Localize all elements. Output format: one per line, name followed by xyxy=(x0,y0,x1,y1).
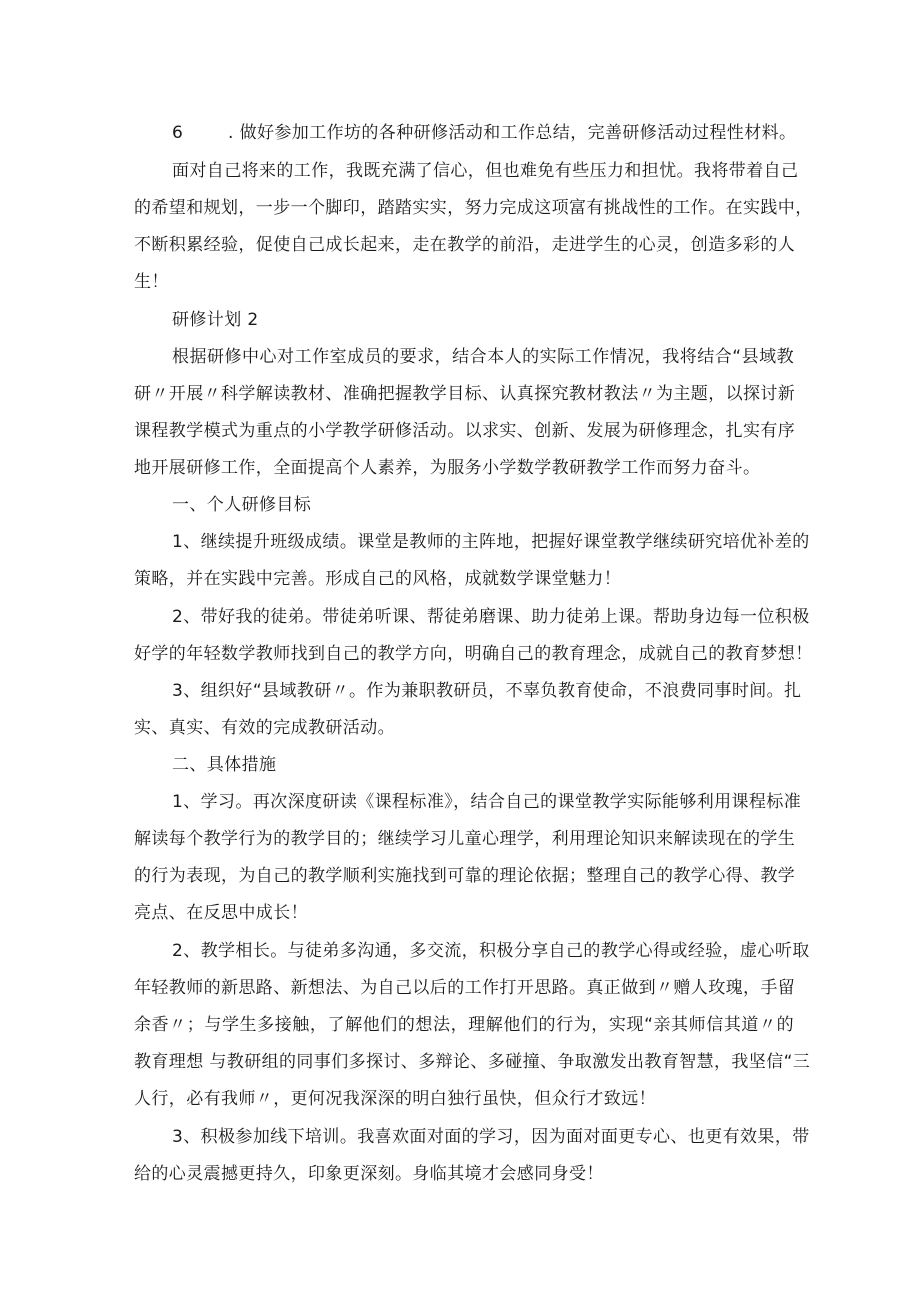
paragraph-line: 根据研修中心对工作室成员的要求，结合本人的实际工作情况，我将结合“县域教 xyxy=(172,347,794,367)
section-heading: 二、具体措施 xyxy=(172,755,277,775)
paragraph-line: 3、组织好“县域教研〃。作为兼职教研员，不辜负教育使命，不浪费同事时间。扎 xyxy=(172,681,802,701)
paragraph-line: 不断积累经验，促使自己成长起来，走在教学的前沿，走进学生的心灵，创造多彩的人 xyxy=(134,235,796,255)
paragraph-line: 余香〃；与学生多接触，了解他们的想法，理解他们的行为，实现“亲其师信其道〃的 xyxy=(134,1015,794,1035)
paragraph-line: 1、学习。再次深度研读《课程标准》，结合自己的课堂教学实际能够利用课程标准 xyxy=(172,792,802,812)
paragraph-line: 研〃开展〃科学解读教材、准确把握教学目标、认真探究教材教法〃为主题，以探讨新 xyxy=(134,384,796,404)
paragraph-line: 3、积极参加线下培训。我喜欢面对面的学习，因为面对面更专心、也更有效果，带 xyxy=(172,1127,810,1147)
paragraph-line: 解读每个教学行为的教学目的；继续学习儿童心理学，利用理论知识来解读现在的学生 xyxy=(134,829,796,849)
paragraph-line: 地开展研修工作，全面提高个人素养，为服务小学数学教研教学工作而努力奋斗。 xyxy=(134,458,761,478)
paragraph-line: 的行为表现，为自己的教学顺利实施找到可靠的理论依据；整理自己的教学心得、教学 xyxy=(134,866,796,886)
paragraph-line: 人行，必有我师〃，更何况我深深的明白独行虽快，但众行才致远！ xyxy=(134,1089,656,1109)
section-heading: 一、个人研修目标 xyxy=(172,495,312,515)
paragraph-line: 亮点、在反思中成长！ xyxy=(134,903,308,923)
paragraph-line: 给的心灵震撼更持久，印象更深刻。身临其境才会感同身受！ xyxy=(134,1164,604,1184)
paragraph-line: 好学的年轻数学教师找到自己的教学方向，明确自己的教育理念，成就自己的教育梦想！ xyxy=(134,644,813,664)
section-title: 研修计划 2 xyxy=(172,310,259,330)
item-6-number: 6 xyxy=(172,123,183,143)
paragraph-line: 策略，并在实践中完善。形成自己的风格，成就数学课堂魅力！ xyxy=(134,569,622,589)
paragraph-line: 1、继续提升班级成绩。课堂是教师的主阵地，把握好课堂教学继续研究培优补差的 xyxy=(172,532,810,552)
paragraph-line: 2、教学相长。与徒弟多沟通，多交流，积极分享自己的教学心得或经验，虚心听取 xyxy=(172,941,810,961)
paragraph-line: 的希望和规划，一步一个脚印，踏踏实实，努力完成这项富有挑战性的工作。在实践中， xyxy=(134,198,813,218)
paragraph-line: 教育理想 与教研组的同事们多探讨、多辩论、多碰撞、争取激发出教育智慧，我坚信“三 xyxy=(134,1052,811,1072)
item-6-text: . 做好参加工作坊的各种研修活动和工作总结，完善研修活动过程性材料。 xyxy=(228,123,797,143)
paragraph-line: 生！ xyxy=(134,272,169,292)
paragraph-line: 2、带好我的徒弟。带徒弟听课、帮徒弟磨课、助力徒弟上课。帮助身边每一位积极 xyxy=(172,607,810,627)
paragraph-line: 年轻教师的新思路、新想法、为自己以后的工作打开思路。真正做到〃赠人玫瑰，手留 xyxy=(134,978,796,998)
paragraph-line: 实、真实、有效的完成教研活动。 xyxy=(134,718,395,738)
paragraph-line: 课程教学模式为重点的小学教学研修活动。以求实、创新、发展为研修理念，扎实有序 xyxy=(134,421,796,441)
paragraph-line: 面对自己将来的工作，我既充满了信心，但也难免有些压力和担忧。我将带着自己 xyxy=(172,161,799,181)
